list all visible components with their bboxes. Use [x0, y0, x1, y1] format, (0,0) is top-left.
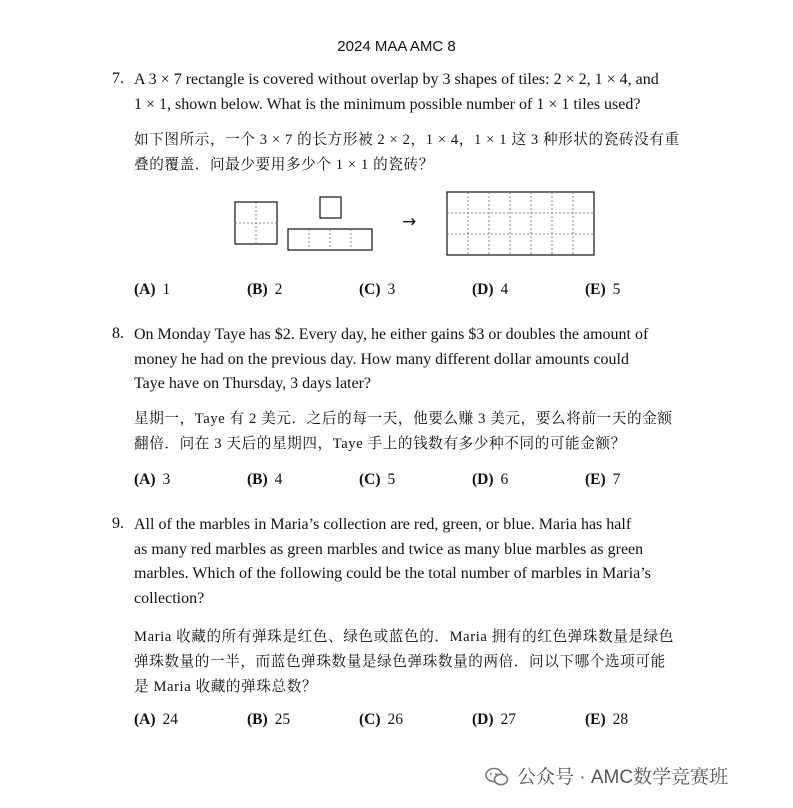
- question-number: 7.: [112, 70, 124, 87]
- choice-value: 3: [387, 281, 396, 298]
- tiles-diagram: [234, 190, 599, 258]
- chinese-line: Maria 收藏的所有弹珠是红色、绿色或蓝色的．Maria 拥有的红色弹珠数量是绿色: [134, 629, 675, 645]
- english-line: collection?: [134, 589, 205, 607]
- wechat-icon: [485, 767, 509, 787]
- rectangle-3x7: [447, 192, 594, 255]
- tile-1x1: [320, 197, 341, 218]
- choice-a[interactable]: [134, 711, 178, 729]
- choice-label: (B): [247, 281, 268, 298]
- watermark-text: 公众号 · AMC数学竞赛班: [517, 767, 729, 788]
- choice-value: 4: [274, 471, 283, 488]
- choice-d[interactable]: [472, 711, 516, 729]
- choice-label: (C): [359, 471, 381, 488]
- choice-label: (E): [585, 711, 606, 728]
- choice-value: 28: [612, 711, 629, 728]
- chinese-line: 翻倍．问在 3 天后的星期四，Taye 手上的钱数有多少种不同的可能金额？: [134, 436, 626, 452]
- choice-label: (E): [585, 471, 606, 488]
- choice-c[interactable]: [359, 471, 395, 489]
- english-line: On Monday Taye has $2. Every day, he either gains $3 or doubles the amount of: [134, 326, 649, 343]
- choice-label: (B): [247, 471, 268, 488]
- watermark: [485, 762, 728, 789]
- choice-label: (E): [585, 281, 606, 298]
- english-line: money he had on the previous day. How many different dollar amounts could: [134, 350, 629, 368]
- choice-b[interactable]: [247, 471, 282, 489]
- english-line: as many red marbles as green marbles and twice as many blue marbles as green: [134, 540, 644, 558]
- choice-value: 24: [162, 711, 179, 728]
- choice-value: 25: [274, 711, 291, 728]
- choice-e[interactable]: [585, 711, 628, 729]
- english-line: 1 × 1, shown below. What is the minimum possible number of 1 × 1 tiles used?: [134, 95, 641, 113]
- english-line: marbles. Which of the following could be the total number of marbles in Maria’s: [134, 565, 651, 583]
- question-chinese: [134, 128, 704, 178]
- choice-c[interactable]: [359, 281, 395, 299]
- tile-2x2: [235, 202, 277, 244]
- choice-value: 5: [612, 281, 621, 298]
- choice-a[interactable]: [134, 281, 170, 299]
- choice-value: 4: [500, 281, 509, 298]
- choice-label: (D): [472, 471, 494, 488]
- choice-c[interactable]: [359, 711, 403, 729]
- choice-value: 2: [274, 281, 283, 298]
- choice-e[interactable]: [585, 281, 620, 299]
- choice-e[interactable]: [585, 471, 620, 489]
- choice-label: (C): [359, 281, 381, 298]
- chinese-line: 是 Maria 收藏的弹珠总数？: [134, 679, 318, 695]
- chinese-line: 星期一，Taye 有 2 美元．之后的每一天，他要么赚 3 美元，要么将前一天的金额: [134, 411, 673, 427]
- choice-label: (C): [359, 711, 381, 728]
- choice-value: 7: [612, 471, 621, 488]
- choice-label: (D): [472, 281, 494, 298]
- question-english: [134, 68, 704, 117]
- tile-1x4: [288, 229, 372, 250]
- choice-value: 1: [162, 281, 171, 298]
- question-chinese: [134, 625, 704, 700]
- question-english: [134, 513, 704, 611]
- choice-b[interactable]: [247, 711, 290, 729]
- choice-value: 6: [500, 471, 509, 488]
- choice-label: (A): [134, 281, 156, 298]
- choice-label: (D): [472, 711, 494, 728]
- question-number: 8.: [112, 325, 124, 342]
- chinese-line: 弹珠数量的一半，而蓝色弹珠数量是绿色弹珠数量的两倍．问以下哪个选项可能: [134, 654, 666, 670]
- question-chinese: [134, 407, 704, 457]
- choice-value: 3: [162, 471, 171, 488]
- choice-d[interactable]: [472, 471, 508, 489]
- choice-value: 27: [500, 711, 517, 728]
- question-number: 9.: [112, 515, 124, 532]
- choice-label: (A): [134, 471, 156, 488]
- chinese-line: 如下图所示，一个 3 × 7 的长方形被 2 × 2，1 × 4，1 × 1 这 3 种形状的瓷砖没有重: [134, 132, 680, 148]
- english-line: All of the marbles in Maria’s collection are red, green, or blue. Maria has half: [134, 516, 632, 533]
- page-header: 2024 MAA AMC 8: [337, 38, 456, 55]
- question-english: [134, 323, 704, 397]
- choice-b[interactable]: [247, 281, 282, 299]
- english-line: A 3 × 7 rectangle is covered without overlap by 3 shapes of tiles: 2 × 2, 1 × 4, and: [134, 71, 659, 88]
- choice-a[interactable]: [134, 471, 170, 489]
- choice-d[interactable]: [472, 281, 508, 299]
- chinese-line: 叠的覆盖．问最少要用多少个 1 × 1 的瓷砖？: [134, 157, 434, 173]
- arrow-icon: →: [402, 212, 417, 232]
- choice-label: (B): [247, 711, 268, 728]
- choice-value: 26: [387, 711, 404, 728]
- choice-label: (A): [134, 711, 156, 728]
- english-line: Taye have on Thursday, 3 days later?: [134, 375, 372, 393]
- choice-value: 5: [387, 471, 396, 488]
